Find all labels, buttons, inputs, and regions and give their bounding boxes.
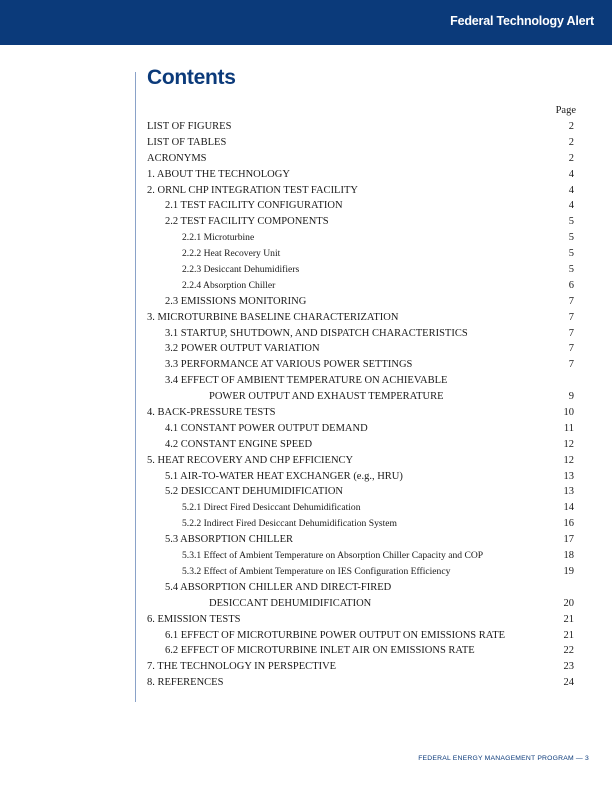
toc-entry[interactable]: [147, 628, 577, 644]
toc-entry-page-number: 4: [568, 184, 574, 196]
toc-entry-title: DESICCANT DEHUMIDIFICATION: [209, 597, 372, 609]
toc-entry[interactable]: [147, 230, 577, 246]
toc-entry-title: 2.2 TEST FACILITY COMPONENTS: [165, 216, 329, 228]
toc-entry[interactable]: [147, 421, 577, 437]
table-of-contents: [147, 119, 577, 691]
toc-entry[interactable]: [147, 167, 577, 183]
page-column-label: Page: [555, 105, 576, 116]
toc-entry-page-number: 13: [563, 486, 574, 498]
toc-entry[interactable]: [147, 659, 577, 675]
toc-entry[interactable]: [147, 278, 577, 294]
toc-entry-title: 2.3 EMISSIONS MONITORING: [165, 295, 307, 307]
toc-entry[interactable]: [147, 183, 577, 199]
toc-entry-page-number: 7: [568, 343, 574, 355]
toc-entry-page-number: 6: [568, 279, 574, 291]
toc-entry-title: 6. EMISSION TESTS: [147, 613, 241, 625]
toc-entry-title: 3.2 POWER OUTPUT VARIATION: [165, 343, 320, 355]
toc-entry-title: 5.2.2 Indirect Fired Desiccant Dehumidification System: [182, 518, 398, 530]
page-footer: FEDERAL ENERGY MANAGEMENT PROGRAM — 3: [418, 755, 589, 762]
toc-entry[interactable]: [147, 453, 577, 469]
toc-entry-title: 2.1 TEST FACILITY CONFIGURATION: [165, 200, 343, 212]
toc-entry-title: 5. HEAT RECOVERY AND CHP EFFICIENCY: [147, 454, 354, 466]
toc-entry-title: 3.3 PERFORMANCE AT VARIOUS POWER SETTINGS: [165, 359, 413, 371]
toc-entry-title: 8. REFERENCES: [147, 677, 224, 689]
toc-entry-page-number: 7: [568, 359, 574, 371]
toc-entry-page-number: 4: [568, 168, 574, 180]
toc-entry[interactable]: [147, 135, 577, 151]
toc-entry[interactable]: [147, 326, 577, 342]
toc-entry[interactable]: [147, 341, 577, 357]
toc-entry-title: 2. ORNL CHP INTEGRATION TEST FACILITY: [147, 184, 358, 196]
toc-entry[interactable]: [147, 310, 577, 326]
toc-entry-title: 2.2.1 Microturbine: [182, 232, 255, 244]
toc-entry[interactable]: [147, 675, 577, 691]
toc-entry[interactable]: [147, 214, 577, 230]
toc-entry[interactable]: [147, 564, 577, 580]
toc-entry-title: LIST OF FIGURES: [147, 121, 232, 132]
toc-entry[interactable]: [147, 357, 577, 373]
toc-entry-title: 5.3.2 Effect of Ambient Temperature on IES Configuration Efficiency: [182, 565, 451, 577]
toc-entry-page-number: 2: [568, 152, 574, 164]
toc-entry[interactable]: [147, 262, 577, 278]
toc-entry[interactable]: [147, 580, 577, 596]
toc-entry[interactable]: [147, 532, 577, 548]
toc-entry[interactable]: [147, 373, 577, 389]
left-margin-rule: [135, 72, 136, 702]
toc-entry-title: 5.4 ABSORPTION CHILLER AND DIRECT-FIRED: [165, 581, 392, 593]
toc-entry-page-number: 19: [563, 565, 574, 577]
toc-entry-page-number: 24: [563, 677, 574, 689]
toc-entry[interactable]: [147, 643, 577, 659]
toc-entry-title: 5.2.1 Direct Fired Desiccant Dehumidification: [182, 502, 361, 514]
toc-entry[interactable]: [147, 596, 577, 612]
toc-entry-page-number: 14: [563, 502, 574, 514]
toc-entry-title: 2.2.2 Heat Recovery Unit: [182, 248, 281, 260]
toc-entry-page-number: 5: [568, 264, 574, 276]
toc-entry[interactable]: [147, 198, 577, 214]
toc-entry-title: LIST OF TABLES: [147, 136, 227, 148]
toc-entry[interactable]: [147, 612, 577, 628]
toc-entry-page-number: 5: [568, 216, 574, 228]
toc-entry-page-number: 7: [568, 295, 574, 307]
toc-entry-page-number: 5: [568, 248, 574, 260]
toc-entry[interactable]: [147, 294, 577, 310]
toc-entry-title: 2.2.3 Desiccant Dehumidifiers: [182, 264, 300, 276]
toc-entry-page-number: 12: [563, 454, 574, 466]
toc-entry-page-number: 9: [568, 391, 574, 403]
toc-entry-title: 3.1 STARTUP, SHUTDOWN, AND DISPATCH CHARACTERISTICS: [165, 327, 468, 339]
toc-entry[interactable]: [147, 405, 577, 421]
toc-entry-page-number: 4: [568, 200, 574, 212]
toc-entry[interactable]: [147, 119, 577, 135]
toc-entry-page-number: 7: [568, 327, 574, 339]
toc-entry-title: 6.1 EFFECT OF MICROTURBINE POWER OUTPUT ON EMISSIONS RATE: [165, 629, 506, 641]
toc-entry-title: 3.4 EFFECT OF AMBIENT TEMPERATURE ON ACHIEVABLE: [165, 375, 448, 387]
toc-entry-page-number: 11: [563, 422, 574, 434]
toc-entry-page-number: 21: [563, 629, 574, 641]
toc-entry-page-number: 2: [568, 136, 574, 148]
toc-entry[interactable]: [147, 389, 577, 405]
toc-entry[interactable]: [147, 484, 577, 500]
toc-entry-page-number: 18: [563, 550, 574, 562]
header-title: Federal Technology Alert: [450, 14, 594, 28]
toc-entry-title: 5.1 AIR-TO-WATER HEAT EXCHANGER (e.g., HRU): [165, 470, 403, 482]
toc-entry-page-number: 2: [568, 121, 574, 132]
toc-entry-title: 5.2 DESICCANT DEHUMIDIFICATION: [165, 486, 344, 498]
toc-entry-page-number: 22: [563, 645, 574, 657]
toc-entry-title: 2.2.4 Absorption Chiller: [182, 279, 276, 291]
toc-entry-page-number: 23: [563, 661, 574, 673]
toc-entry-title: 7. THE TECHNOLOGY IN PERSPECTIVE: [147, 661, 337, 673]
toc-entry-page-number: 12: [563, 438, 574, 450]
toc-entry-title: 4.2 CONSTANT ENGINE SPEED: [165, 438, 313, 450]
toc-entry-page-number: 13: [563, 470, 574, 482]
page-title: Contents: [147, 66, 236, 89]
toc-entry-title: 6.2 EFFECT OF MICROTURBINE INLET AIR ON EMISSIONS RATE: [165, 645, 475, 657]
toc-entry-title: 1. ABOUT THE TECHNOLOGY: [147, 168, 290, 180]
toc-entry-title: 3. MICROTURBINE BASELINE CHARACTERIZATION: [147, 311, 399, 323]
toc-entry[interactable]: [147, 469, 577, 485]
toc-entry-title: 5.3.1 Effect of Ambient Temperature on Absorption Chiller Capacity and COP: [182, 550, 484, 562]
toc-entry[interactable]: [147, 516, 577, 532]
toc-entry-page-number: 10: [563, 407, 574, 419]
toc-entry-page-number: 17: [563, 534, 574, 546]
toc-entry-page-number: 20: [563, 597, 574, 609]
toc-entry-page-number: 5: [568, 232, 574, 244]
toc-entry[interactable]: [147, 246, 577, 262]
toc-entry-title: 5.3 ABSORPTION CHILLER: [165, 534, 294, 546]
toc-entry[interactable]: [147, 500, 577, 516]
toc-entry-title: 4.1 CONSTANT POWER OUTPUT DEMAND: [165, 422, 368, 434]
header-bar: [0, 0, 612, 45]
toc-entry[interactable]: [147, 151, 577, 167]
toc-entry-page-number: 7: [568, 311, 574, 323]
toc-entry-page-number: 16: [563, 518, 574, 530]
toc-entry[interactable]: [147, 437, 577, 453]
toc-entry-title: ACRONYMS: [147, 152, 207, 164]
toc-entry-title: 4. BACK-PRESSURE TESTS: [147, 407, 276, 419]
toc-entry-title: POWER OUTPUT AND EXHAUST TEMPERATURE: [209, 391, 444, 403]
toc-entry[interactable]: [147, 548, 577, 564]
toc-entry-page-number: 21: [563, 613, 574, 625]
